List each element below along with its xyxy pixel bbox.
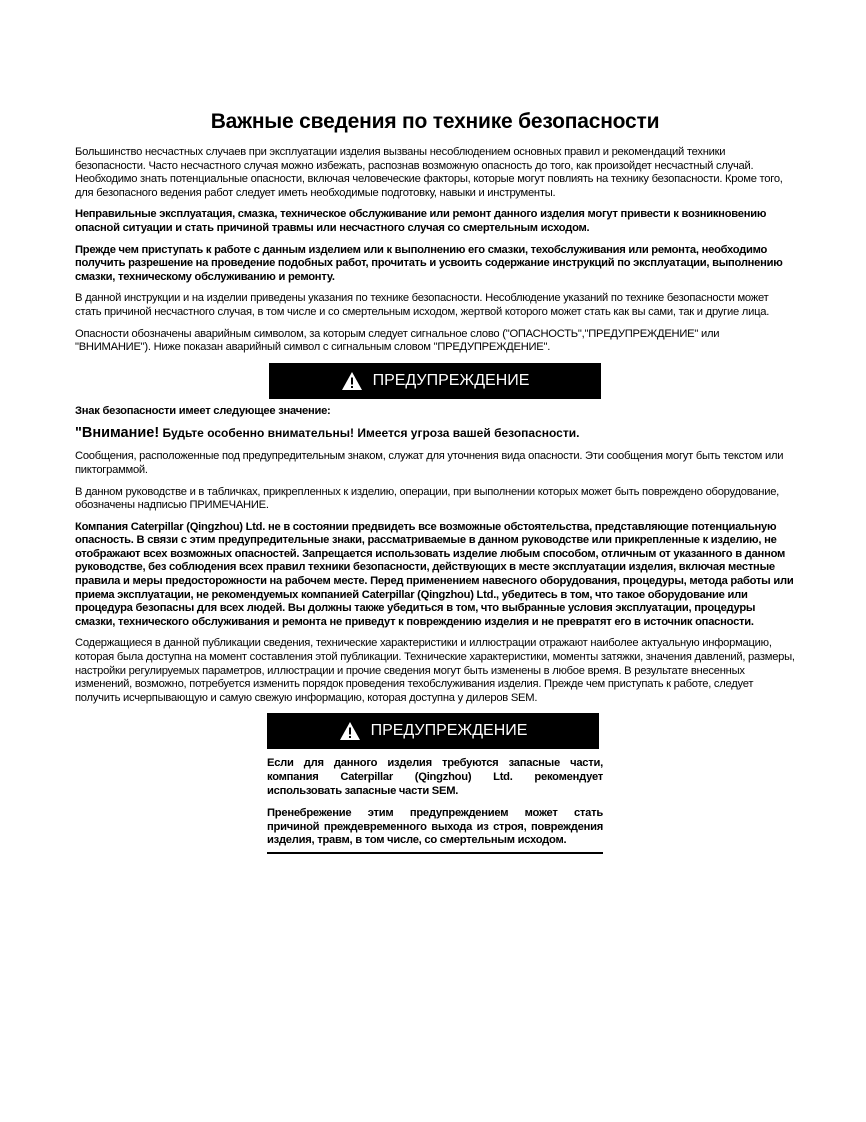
before-work-notice: Прежде чем приступать к работе с данным изделием или к выполнению его смазки, техобслуживания или ремонта, необходимо получить разрешение на проведение подобных работ, прочитать и усвоить содержание инструкций по эксплуатации, выполнению смазки, техническому обслуживанию и ремонту. bbox=[75, 243, 783, 283]
warning-banner-label: ПРЕДУПРЕЖДЕНИЕ bbox=[370, 722, 528, 740]
instructions-paragraph: В данной инструкции и на изделии приведены указания по технике безопасности. Несоблюдение указаний по технике безопасности может стать причиной несчастного случая, в том числе и со смертельным исходом, жертвой которого может стать как вы сами, так и другие лица. bbox=[75, 292, 770, 318]
spare-parts-consequence-text: Пренебрежение этим предупреждением может стать причиной преждевременного выхода из строя, повреждения изделия, травм, в том числе, со смертельным исходом. bbox=[267, 807, 603, 847]
messages-paragraph: Сообщения, расположенные под предупредительным знаком, служат для уточнения вида опасности. Эти сообщения могут быть текстом или пиктограммой. bbox=[75, 450, 784, 476]
attention-word: "Внимание! bbox=[75, 425, 160, 442]
spare-parts-warning-box bbox=[267, 713, 603, 854]
attention-text: Будьте особенно внимательны! Имеется угроза вашей безопасности. bbox=[159, 426, 580, 441]
improper-operation-warning: Неправильные эксплуатация, смазка, техническое обслуживание или ремонт данного изделия могут привести к возникновению опасной ситуации и стать причиной травмы или несчастного случая со смертельным исходом. bbox=[75, 208, 767, 234]
page-title: Важные сведения по технике безопасности bbox=[210, 110, 660, 133]
document-page bbox=[75, 110, 795, 854]
warning-triangle-icon bbox=[341, 371, 363, 391]
caterpillar-disclaimer: Компания Caterpillar (Qingzhou) Ltd. не в состоянии предвидеть все возможные обстоятельства, представляющие потенциальную опасность. В связи с этим предупредительные знаки, рассматриваемые в данном руководстве или прикрепленные к изделию, не отображают всех возможных опасностей. Запрещается использовать изделие любым способом, отличным от указанного в данном руководстве, без соблюдения всех правил техники безопасности, действующих в месте эксплуатации изделия, включая местные правила и меры предосторожности на рабочем месте. Перед применением навесного оборудования, процедуры, метода работы или приема эксплуатации, не рекомендуемых компанией Caterpillar (Qingzhou) Ltd., убедитесь в том, что такое оборудование или процедура безопасны для всех людей. Вы должны также убедиться в том, что выбранные условия эксплуатации, процедуры смазки, технического обслуживания и ремонта не приведут к повреждению изделия и не превратят его в источник опасности. bbox=[75, 520, 794, 628]
sign-meaning-heading: Знак безопасности имеет следующее значение: bbox=[75, 404, 331, 417]
warning-banner-2 bbox=[267, 713, 599, 749]
notice-paragraph: В данном руководстве и в табличках, прикрепленных к изделию, операции, при выполнении которых может быть повреждено оборудование, обозначены надписью ПРИМЕЧАНИЕ. bbox=[75, 485, 780, 512]
warning-banner-label: ПРЕДУПРЕЖДЕНИЕ bbox=[372, 371, 530, 389]
warning-triangle-icon bbox=[339, 721, 361, 741]
warning-banner bbox=[269, 363, 601, 399]
attention-statement bbox=[75, 426, 795, 440]
spare-parts-text: Если для данного изделия требуются запасные части, компания Caterpillar (Qingzhou) Ltd. рекомендует использовать запасные части SEM. bbox=[267, 757, 603, 797]
intro-paragraph: Большинство несчастных случаев при эксплуатации изделия вызваны несоблюдением основных правил и рекомендаций техники безопасности. Часто несчастного случая можно избежать, распознав возможную опасность до того, как произойдет несчастный случай. Необходимо знать потенциальные опасности, включая человеческие факторы, которые могут повлиять на технику безопасности. Кроме того, для безопасного ведения работ следует иметь необходимые подготовку, навыки и инструменты. bbox=[75, 146, 783, 199]
hazard-symbol-paragraph: Опасности обозначены аварийным символом, за которым следует сигнальное слово ("ОПАСНОСТЬ","ПРЕДУПРЕЖДЕНИЕ" или "ВНИМАНИЕ"). Ниже показан аварийный символ с сигнальным словом "ПРЕДУПРЕЖДЕНИЕ". bbox=[75, 327, 720, 354]
publication-info-paragraph: Содержащиеся в данной публикации сведения, технические характеристики и иллюстрации отражают наиболее актуальную информацию, которая была доступна на момент составления этой публикации. Технические характеристики, моменты затяжки, значения давлений, размеры, настройки регулируемых параметров, иллюстрации и прочие сведения могут быть изменены в любое время. В результате внесенных изменений, возможно, потребуется изменить порядок проведения техобслуживания изделия. Прежде чем приступать к работе, следует получить исчерпывающую и самую свежую информацию, которая доступна у дилеров SEM. bbox=[75, 637, 795, 704]
